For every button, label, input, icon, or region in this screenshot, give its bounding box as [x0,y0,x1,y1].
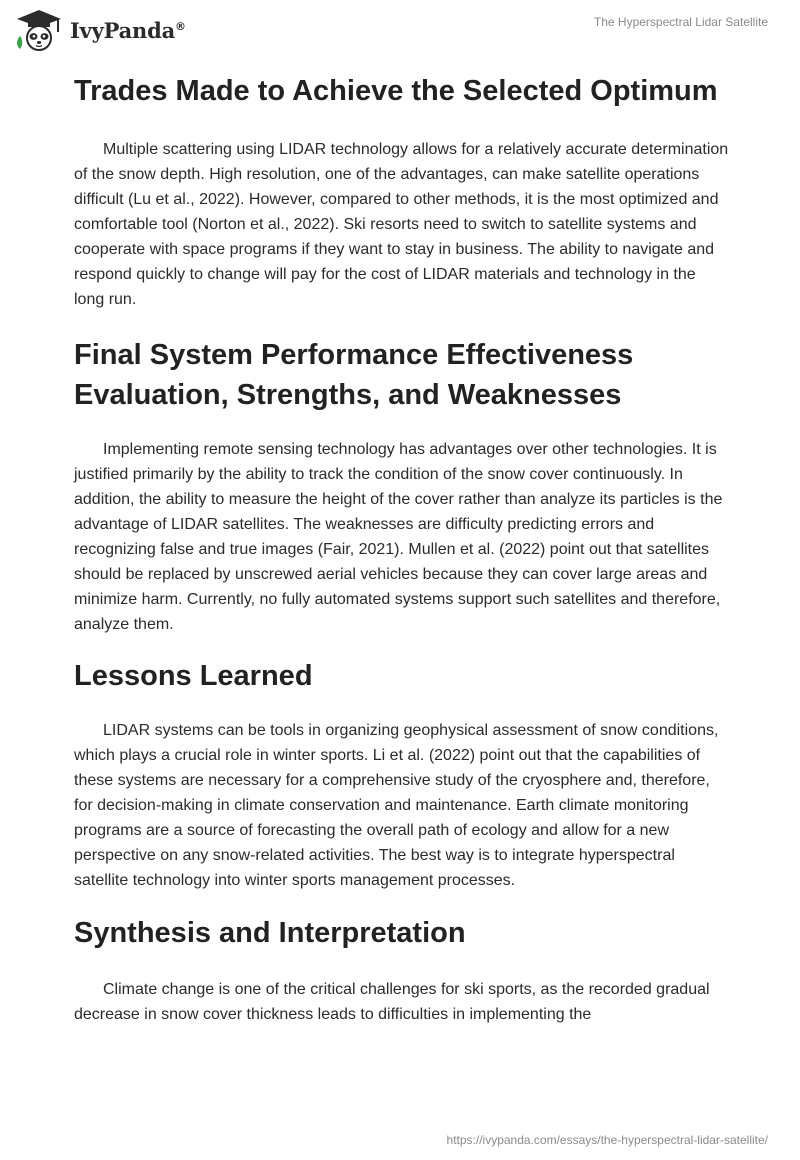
section-heading-lessons: Lessons Learned [74,660,313,692]
section-paragraph-lessons: LIDAR systems can be tools in organizing geophysical assessment of snow conditions, which plays a crucial role in winter sports. Li et al. (2022) point out that the capabilities of these systems are necessary for a comprehensive study of the cryosphere and, therefore, for decision-making in climate conservation and maintenance. Earth climate monitoring programs are a source of forecasting the overall path of ecology and allow for a new perspective on any snow-related activities. The best way is to integrate hyperspectral satellite technology into winter sports management processes. [74,722,719,889]
source-url-link[interactable]: https://ivypanda.com/essays/the-hyperspectral-lidar-satellite/ [446,1133,768,1147]
essay-body [74,70,730,1027]
page-header [0,0,800,66]
section-heading-synthesis: Synthesis and Interpretation [74,917,466,949]
panda-graduate-icon [14,8,64,52]
section-heading-trades: Trades Made to Achieve the Selected Optimum [74,75,718,107]
document-title: The Hyperspectral Lidar Satellite [593,15,768,29]
section-paragraph-trades: Multiple scattering using LIDAR technology allows for a relatively accurate determination of the snow depth. High resolution, one of the advantages, can make satellite operations difficult (Lu et al., 2022). However, compared to other methods, it is the most optimized and comfortable tool (Norton et al., 2022). Ski resorts need to switch to satellite systems and cooperate with space programs if they want to stay in business. The ability to navigate and respond quickly to change will pay for the cost of LIDAR materials and technology in the long run. [74,141,729,308]
ivypanda-logo[interactable] [14,8,186,52]
section-paragraph-evaluation: Implementing remote sensing technology has advantages over other technologies. It is justified primarily by the ability to track the condition of the snow cover continuously. In addition, the ability to measure the height of the cover rather than analyze its particles is the advantage of LIDAR satellites. The weaknesses are difficulty predicting errors and recognizing false and true images (Fair, 2021). Mullen et al. (2022) point out that satellites should be replaced by unscrewed aerial vehicles because they can cover large areas and minimize harm. Currently, no fully automated systems support such satellites and therefore, analyze them. [74,441,723,633]
registered-mark: ® [175,19,186,33]
section-heading-evaluation: Final System Performance Effectiveness Evaluation, Strengths, and Weaknesses [74,339,634,411]
section-paragraph-synthesis: Climate change is one of the critical challenges for ski sports, as the recorded gradual decrease in snow cover thickness leads to difficulties in implementing the [74,981,710,1023]
logo-wordmark: IvyPanda® [70,17,186,43]
